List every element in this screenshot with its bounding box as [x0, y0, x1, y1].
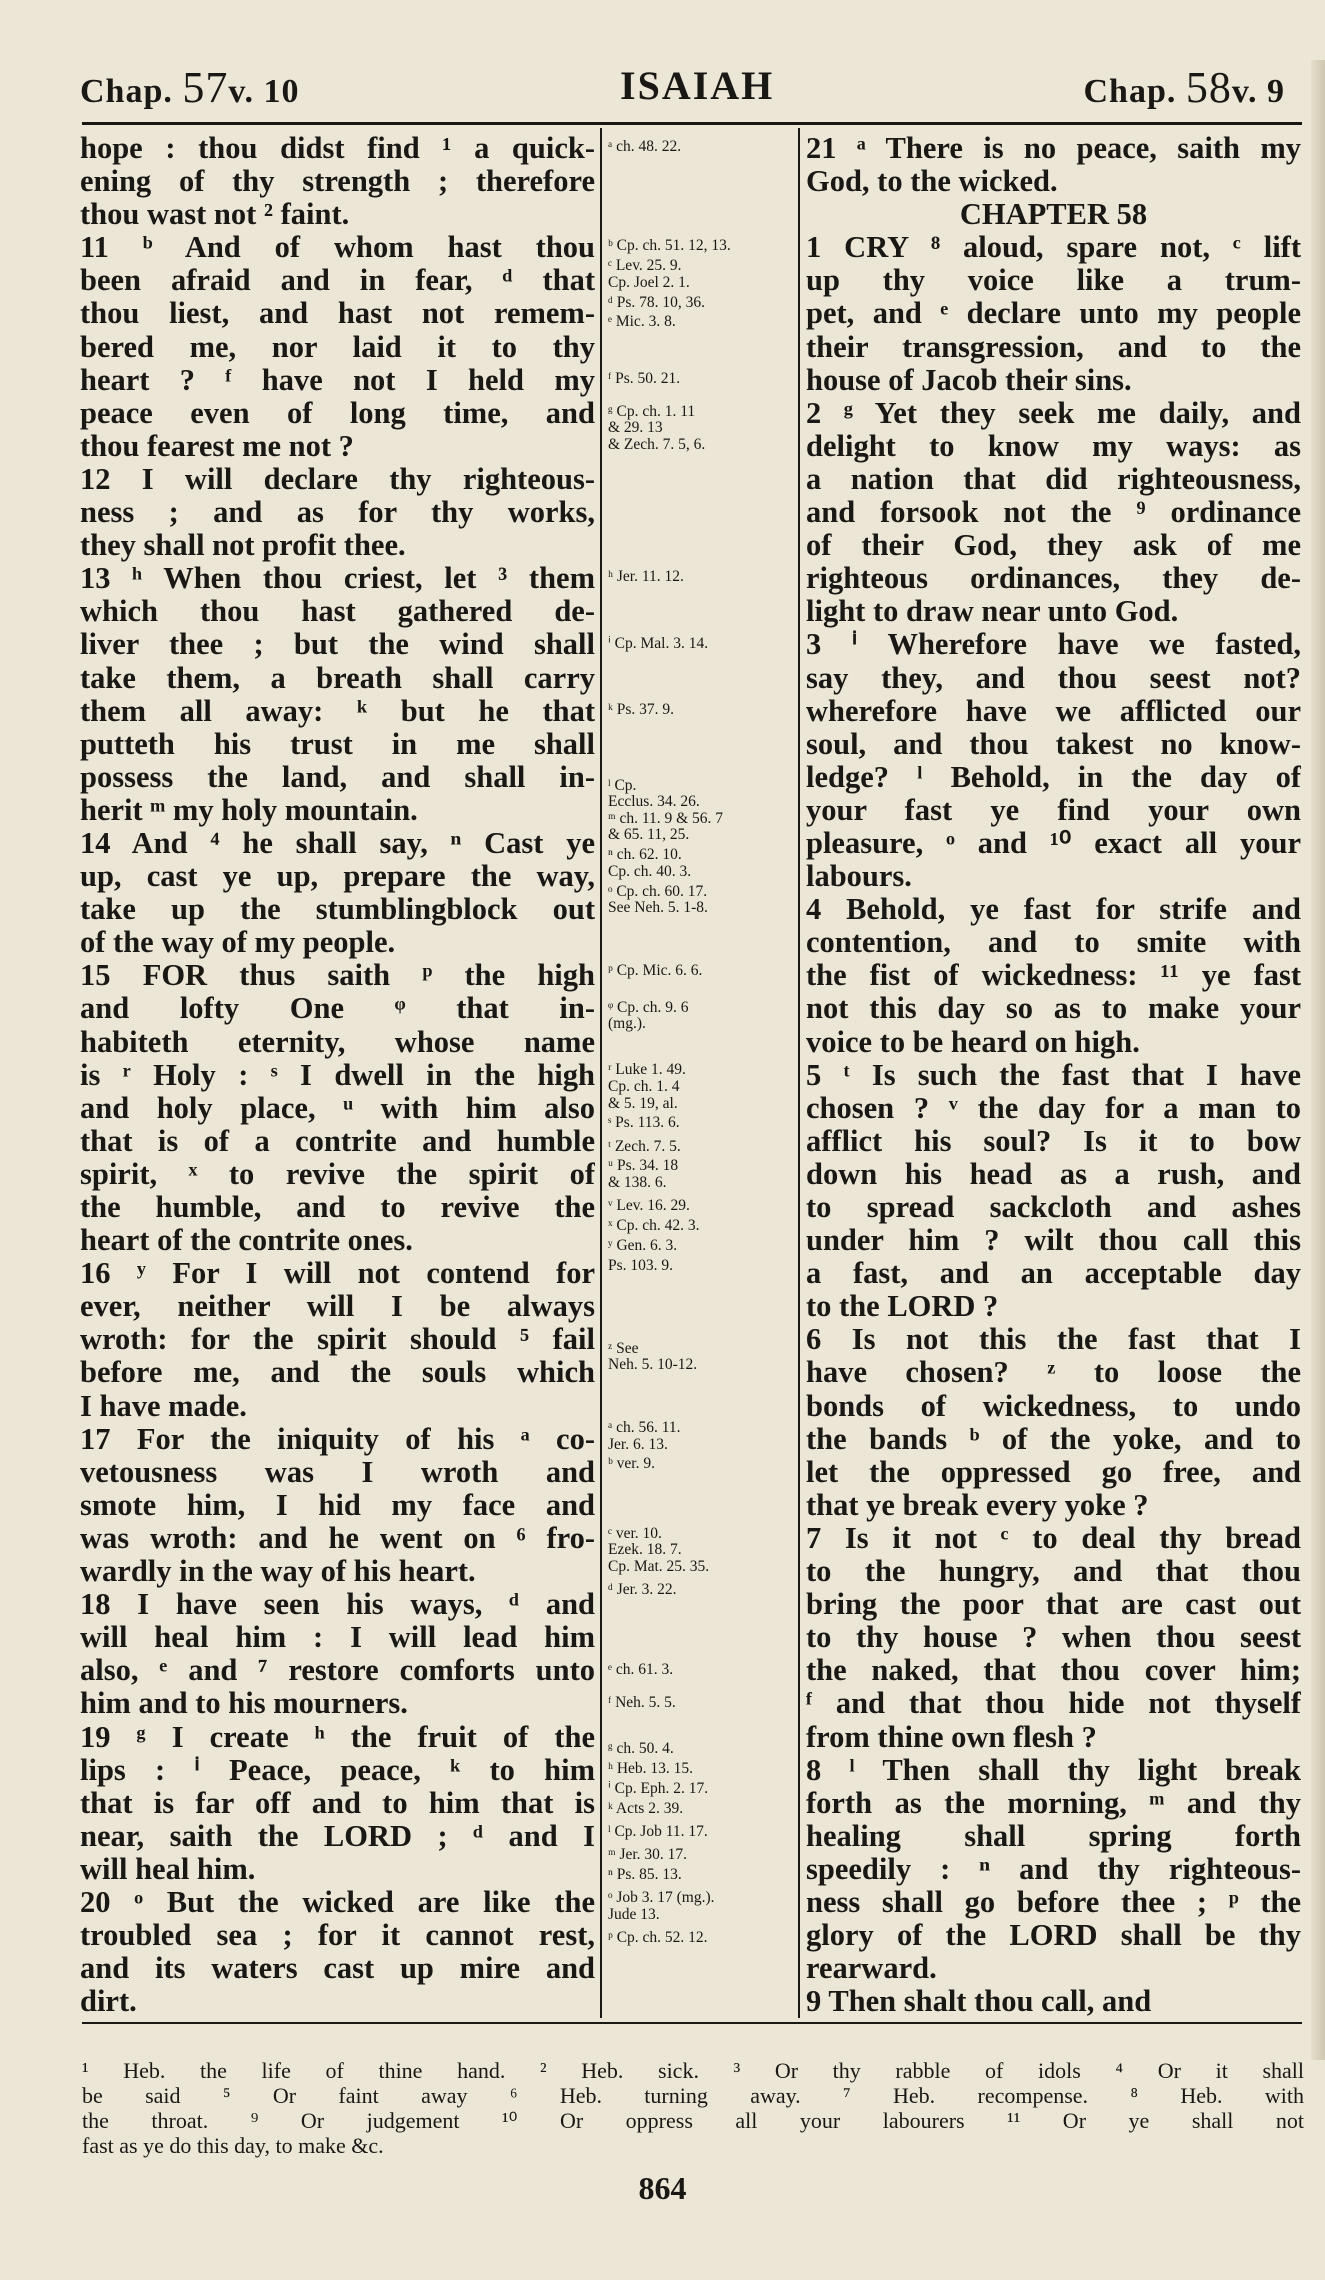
left-column-line: liver thee ; but the wind shall: [80, 628, 595, 662]
left-column-line: will heal him : I will lead him: [80, 1621, 595, 1655]
cross-reference: ᵐ ch. 11. 9 & 56. 7: [608, 809, 724, 827]
left-column-line: smote him, I hid my face and: [80, 1488, 595, 1522]
right-column-line: to the LORD ?: [806, 1290, 999, 1324]
left-column-line: and its waters cast up mire and: [80, 1952, 595, 1986]
cross-reference: ᶻ See: [608, 1339, 639, 1357]
right-column-line: a nation that did righteousness,: [806, 462, 1301, 496]
left-column-line: before me, and the souls which: [80, 1356, 595, 1390]
right-column-line: up thy voice like a trum-: [806, 264, 1301, 298]
right-column-line: healing shall spring forth: [806, 1819, 1301, 1853]
left-column-line: 16 ʸ For I will not contend for: [80, 1257, 595, 1291]
left-text-column: [80, 132, 595, 2018]
right-column-line: your fast ye find your own: [806, 793, 1301, 827]
column-divider-right: [798, 128, 800, 2018]
right-column-line: voice to be heard on high.: [806, 1025, 1140, 1059]
cross-reference: & 5. 19, al.: [608, 1094, 678, 1112]
cross-reference: ᵉ Mic. 3. 8.: [608, 313, 676, 331]
right-column-line: the naked, that thou cover him;: [806, 1654, 1301, 1688]
cross-reference: ᶜ Lev. 25. 9.: [608, 257, 682, 275]
footnote-line: be said ⁵ Or faint away ⁶ Heb. turning away. ⁷ Heb. recompense. ⁸ Heb. with: [82, 2083, 1304, 2108]
right-column-line: their transgression, and to the: [806, 330, 1301, 364]
cross-reference: Cp. ch. 1. 4: [608, 1078, 680, 1096]
left-column-line: wroth: for the spirit should ⁵ fail: [80, 1323, 595, 1357]
right-column-line: righteous ordinances, they de-: [806, 562, 1301, 596]
header-left-verse: v. 10: [228, 73, 300, 110]
right-column-line: pleasure, ᵒ and ¹⁰ exact all your: [806, 826, 1301, 860]
left-column-line: bered me, nor laid it to thy: [80, 330, 595, 364]
left-column-line: near, saith the LORD ; ᵈ and I: [80, 1819, 595, 1853]
left-column-line: 12 I will declare thy righteous-: [80, 462, 595, 496]
left-column-line: 11 ᵇ And of whom hast thou: [80, 231, 595, 265]
left-column-line: ever, neither will I be always: [80, 1290, 595, 1324]
left-column-line: vetousness was I wroth and: [80, 1455, 595, 1489]
header-rule: [82, 122, 1302, 125]
left-column-line: that is far off and to him that is: [80, 1786, 595, 1820]
cross-reference: Ezek. 18. 7.: [608, 1541, 682, 1559]
cross-reference: ˣ Cp. ch. 42. 3.: [608, 1217, 700, 1235]
header-left-chap: Chap.: [80, 73, 173, 110]
cross-reference: ˡ Cp.: [608, 776, 637, 794]
right-column-line: the bands ᵇ of the yoke, and to: [806, 1422, 1301, 1456]
left-column-line: and holy place, ᵘ with him also: [80, 1091, 595, 1125]
left-column-line: dirt.: [80, 1985, 137, 2019]
left-column-line: they shall not profit thee.: [80, 529, 406, 563]
right-column-line: chosen ? ᵛ the day for a man to: [806, 1091, 1301, 1125]
cross-reference: ⁱ Cp. Mal. 3. 14.: [608, 634, 709, 652]
left-column-line: ening of thy strength ; therefore: [80, 165, 595, 199]
cross-reference: ʰ Jer. 11. 12.: [608, 568, 684, 586]
left-column-line: take them, a breath shall carry: [80, 661, 595, 695]
right-column-line: ᶠ and that thou hide not thyself: [806, 1687, 1301, 1721]
header-right-chap: Chap.: [1083, 73, 1177, 110]
header-left-reference: [80, 62, 300, 113]
cross-reference: ᵇ ver. 9.: [608, 1455, 655, 1473]
left-column-line: troubled sea ; for it cannot rest,: [80, 1919, 595, 1953]
right-column-line: not this day so as to make your: [806, 992, 1301, 1026]
left-column-line: thou fearest me not ?: [80, 429, 354, 463]
left-column-line: heart of the contrite ones.: [80, 1224, 413, 1258]
right-column-line: house of Jacob their sins.: [806, 363, 1132, 397]
footnote-line: ¹ Heb. the life of thine hand. ² Heb. sick. ³ Or thy rabble of idols ⁴ Or it shall: [82, 2058, 1304, 2083]
right-column-line: wherefore have we afflicted our: [806, 694, 1301, 728]
right-column-line: have chosen? ᶻ to loose the: [806, 1356, 1301, 1390]
cross-reference: & 138. 6.: [608, 1174, 667, 1192]
cross-reference: Jer. 6. 13.: [608, 1435, 668, 1453]
left-column-line: was wroth: and he went on ⁶ fro-: [80, 1521, 595, 1555]
cross-reference: ʰ Heb. 13. 15.: [608, 1759, 694, 1777]
left-column-line: I have made.: [80, 1389, 247, 1423]
cross-reference: See Neh. 5. 1-8.: [608, 899, 708, 917]
right-column-line: a fast, and an acceptable day: [806, 1257, 1301, 1291]
cross-reference: ᵖ Cp. ch. 52. 12.: [608, 1928, 708, 1946]
cross-reference: Ecclus. 34. 26.: [608, 793, 700, 811]
cross-reference: ᵉ ch. 61. 3.: [608, 1660, 674, 1678]
left-column-line: hope : thou didst find ¹ a quick-: [80, 132, 595, 165]
right-column-line: that ye break every yoke ?: [806, 1488, 1149, 1522]
right-column-line: under him ? wilt thou call this: [806, 1224, 1301, 1258]
right-column-line: of their God, they ask of me: [806, 529, 1301, 563]
right-column-line: delight to know my ways: as: [806, 429, 1301, 463]
footnote-rule: [82, 2022, 1302, 2024]
left-column-line: herit ᵐ my holy mountain.: [80, 793, 418, 827]
right-column-line: labours.: [806, 860, 912, 894]
right-column-line: afflict his soul? Is it to bow: [806, 1124, 1301, 1158]
right-column-line: 6 Is not this the fast that I: [806, 1323, 1301, 1357]
cross-reference: ᵘ Ps. 34. 18: [608, 1157, 679, 1175]
cross-reference: ᵈ Jer. 3. 22.: [608, 1581, 677, 1599]
right-column-line: down his head as a rush, and: [806, 1157, 1301, 1191]
cross-reference: Neh. 5. 10-12.: [608, 1356, 698, 1374]
right-column-line: 1 CRY ⁸ aloud, spare not, ᶜ lift: [806, 231, 1301, 265]
left-column-line: thou wast not ² faint.: [80, 198, 350, 232]
left-column-line: thou liest, and hast not remem-: [80, 297, 595, 331]
left-column-line: 14 And ⁴ he shall say, ⁿ Cast ye: [80, 826, 595, 860]
left-column-line: been afraid and in fear, ᵈ that: [80, 264, 595, 298]
column-divider-left: [600, 128, 602, 2018]
page-edge: [1311, 60, 1325, 2060]
cross-reference: ᶜ ver. 10.: [608, 1524, 662, 1542]
running-header: [80, 62, 1295, 122]
cross-reference: ᵃ ch. 56. 11.: [608, 1418, 681, 1436]
right-column-line: ness shall go before thee ; ᵖ the: [806, 1885, 1301, 1919]
left-column-line: peace even of long time, and: [80, 396, 595, 430]
right-column-line: 8 ˡ Then shall thy light break: [806, 1753, 1301, 1787]
cross-reference: ᵈ Ps. 78. 10, 36.: [608, 293, 705, 311]
right-column-line: bring the poor that are cast out: [806, 1588, 1301, 1622]
left-column-line: 13 ʰ When thou criest, let ³ them: [80, 562, 595, 596]
right-column-line: and forsook not the ⁹ ordinance: [806, 496, 1301, 530]
cross-reference: Cp. Joel 2. 1.: [608, 273, 690, 291]
left-column-line: of the way of my people.: [80, 926, 396, 960]
cross-reference: (mg.).: [608, 1015, 646, 1033]
cross-reference: ᵗ Zech. 7. 5.: [608, 1137, 681, 1155]
left-column-line: ness ; and as for thy works,: [80, 496, 595, 530]
left-column-line: take up the stumblingblock out: [80, 893, 595, 927]
header-right-chapter-number: 58: [1185, 63, 1232, 112]
right-column-line: speedily : ⁿ and thy righteous-: [806, 1852, 1301, 1886]
left-column-line: 19 ᵍ I create ʰ the fruit of the: [80, 1720, 595, 1754]
right-column-line: 9 Then shalt thou call, and: [806, 1985, 1152, 2019]
right-column-line: bonds of wickedness, to undo: [806, 1389, 1301, 1423]
footnote-line: the throat. ⁹ Or judgement ¹⁰ Or oppress all your labourers ¹¹ Or ye shall not: [82, 2108, 1304, 2133]
right-column-line: contention, and to smite with: [806, 926, 1301, 960]
left-column-line: spirit, ˣ to revive the spirit of: [80, 1157, 595, 1191]
left-column-line: him and to his mourners.: [80, 1687, 408, 1721]
right-column-line: glory of the LORD shall be thy: [806, 1919, 1301, 1953]
cross-reference: ᵠ Cp. ch. 9. 6: [608, 998, 689, 1016]
page-number: 864: [638, 2170, 687, 2206]
right-column-line: 4 Behold, ye fast for strife and: [806, 893, 1301, 927]
cross-reference: ⁿ Ps. 85. 13.: [608, 1865, 682, 1883]
left-column-line: also, ᵉ and ⁷ restore comforts unto: [80, 1654, 595, 1688]
right-column-line: ledge? ˡ Behold, in the day of: [806, 760, 1301, 794]
right-column-line: to the hungry, and that thou: [806, 1555, 1301, 1589]
cross-reference: ⁿ ch. 62. 10.: [608, 846, 682, 864]
cross-reference: ʸ Gen. 6. 3.: [608, 1236, 678, 1254]
right-column-line: to thy house ? when thou seest: [806, 1621, 1301, 1655]
cross-reference: ᶠ Ps. 50. 21.: [608, 369, 681, 387]
cross-reference: ᵏ Ps. 37. 9.: [608, 700, 675, 718]
left-column-line: 15 FOR thus saith ᵖ the high: [80, 959, 595, 993]
footnotes: [82, 2058, 1304, 2158]
right-text-column: [806, 132, 1301, 2018]
right-column-line: 7 Is it not ᶜ to deal thy bread: [806, 1521, 1301, 1555]
cross-reference: ᵒ Cp. ch. 60. 17.: [608, 882, 708, 900]
right-column-line: 5 ᵗ Is such the fast that I have: [806, 1058, 1301, 1092]
cross-reference: & Zech. 7. 5, 6.: [608, 435, 706, 453]
right-column-line: forth as the morning, ᵐ and thy: [806, 1786, 1301, 1820]
cross-reference: ᵒ Job 3. 17 (mg.).: [608, 1888, 715, 1906]
right-column-line: rearward.: [806, 1952, 937, 1986]
cross-reference: ᵏ Acts 2. 39.: [608, 1799, 684, 1817]
left-column-line: that is of a contrite and humble: [80, 1124, 595, 1158]
left-column-line: is ʳ Holy : ˢ I dwell in the high: [80, 1058, 595, 1092]
left-column-line: habiteth eternity, whose name: [80, 1025, 595, 1059]
left-column-line: up, cast ye up, prepare the way,: [80, 860, 595, 894]
left-column-line: heart ? ᶠ have not I held my: [80, 363, 595, 397]
header-left-chapter-number: 57: [182, 63, 229, 112]
cross-reference: Ps. 103. 9.: [608, 1256, 674, 1274]
left-column-line: 18 I have seen his ways, ᵈ and: [80, 1588, 595, 1622]
right-column-line: 21 ᵃ There is no peace, saith my: [806, 132, 1301, 165]
left-column-line: lips : ⁱ Peace, peace, ᵏ to him: [80, 1753, 595, 1787]
right-column-line: to spread sackcloth and ashes: [806, 1191, 1301, 1224]
right-column-line: 3 ⁱ Wherefore have we fasted,: [806, 628, 1301, 662]
cross-reference: ⁱ Cp. Eph. 2. 17.: [608, 1779, 709, 1797]
cross-reference: ᵖ Cp. Mic. 6. 6.: [608, 962, 703, 980]
header-right-reference: [1084, 62, 1286, 113]
right-column-line: 2 ᵍ Yet they seek me daily, and: [806, 396, 1301, 430]
cross-reference: & 29. 13: [608, 419, 663, 437]
left-column-line: will heal him.: [80, 1852, 256, 1886]
left-column-line: possess the land, and shall in-: [80, 760, 595, 794]
left-column-line: 17 For the iniquity of his ᵃ co-: [80, 1422, 595, 1456]
cross-reference: ᵛ Lev. 16. 29.: [608, 1197, 690, 1215]
cross-reference: ˡ Cp. Job 11. 17.: [608, 1822, 708, 1840]
right-column-line: the fist of wickedness: ¹¹ ye fast: [806, 959, 1301, 993]
cross-reference: ˢ Ps. 113. 6.: [608, 1114, 680, 1132]
cross-reference: ᵍ Cp. ch. 1. 11: [608, 402, 696, 420]
right-column-line: from thine own flesh ?: [806, 1720, 1097, 1754]
right-column-line: CHAPTER 58: [959, 198, 1148, 232]
cross-reference: Cp. ch. 40. 3.: [608, 862, 692, 880]
header-right-verse: v. 9: [1231, 73, 1285, 110]
left-column-line: which thou hast gathered de-: [80, 595, 595, 629]
cross-reference: ᵍ ch. 50. 4.: [608, 1740, 674, 1758]
cross-reference: ᶠ Neh. 5. 5.: [608, 1693, 676, 1711]
cross-reference: ʳ Luke 1. 49.: [608, 1061, 686, 1079]
cross-reference: & 65. 11, 25.: [608, 826, 690, 844]
left-column-line: them all away: ᵏ but he that: [80, 694, 595, 728]
cross-reference: Cp. Mat. 25. 35.: [608, 1557, 710, 1575]
cross-reference: Jude 13.: [608, 1905, 660, 1923]
footnote-line: fast as ye do this day, to make &c.: [82, 2133, 384, 2158]
right-column-line: light to draw near unto God.: [806, 595, 1179, 629]
left-column-line: and lofty One ᵠ that in-: [80, 992, 595, 1026]
right-column-line: soul, and thou takest no know-: [806, 727, 1301, 761]
left-column-line: the humble, and to revive the: [80, 1191, 595, 1224]
left-column-line: putteth his trust in me shall: [80, 727, 595, 761]
cross-reference: ᵐ Jer. 30. 17.: [608, 1845, 688, 1863]
right-column-line: say they, and thou seest not?: [806, 661, 1301, 695]
right-column-line: pet, and ᵉ declare unto my people: [806, 297, 1301, 331]
right-column-line: God, to the wicked.: [806, 165, 1058, 199]
left-column-line: 20 ᵒ But the wicked are like the: [80, 1885, 595, 1919]
book-title: ISAIAH: [620, 63, 775, 108]
left-column-line: wardly in the way of his heart.: [80, 1555, 476, 1589]
right-column-line: let the oppressed go free, and: [806, 1455, 1301, 1489]
cross-reference: ᵇ Cp. ch. 51. 12, 13.: [608, 237, 731, 255]
cross-reference: ᵃ ch. 48. 22.: [608, 138, 682, 155]
